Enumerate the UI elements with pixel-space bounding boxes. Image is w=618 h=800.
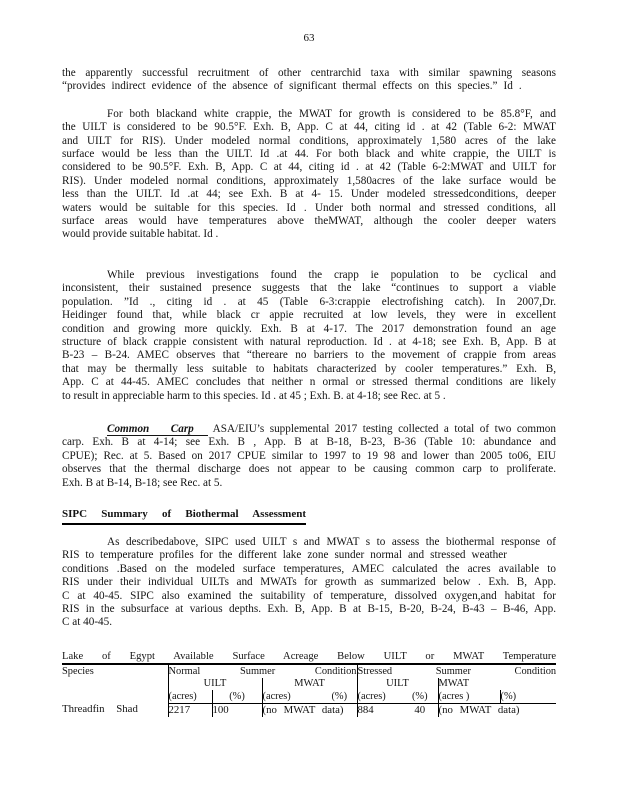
paragraph-common-carp bbox=[62, 423, 556, 490]
unit-header: (%) bbox=[322, 690, 357, 704]
species-column-header: Species bbox=[62, 664, 168, 704]
stressed-uilt-pct-cell: 40 bbox=[402, 703, 438, 717]
section-heading-wrap bbox=[62, 504, 556, 536]
text-line: that may be thermally less suitable to habitats characterized by cooler temperatures.” Exh. B, bbox=[62, 362, 556, 375]
text-line: less than the UILT. Id .at 44; see Exh. B at 4- 15. Under modeled stressedconditions, deeper bbox=[62, 188, 556, 201]
paragraph-crappie-population bbox=[62, 269, 556, 403]
normal-mwat-cell: (no MWAT data) bbox=[262, 703, 357, 717]
text-line: observes that the thermal discharge does not appear to be causing common carp to proliferate. bbox=[62, 463, 556, 476]
unit-header: (%) bbox=[500, 690, 556, 704]
text-line: to result in appreciable harm to this species. Id . at 45 ; Exh. B. at 4-18; see Rec. at 5 . bbox=[62, 389, 446, 402]
text-line: RIS under their individual UILTs and MWATs for growth as summarized below . Exh. B, App. bbox=[62, 576, 556, 589]
text-line: the UILT is considered to be 90.5°F. Exh. B, App. C at 44, citing id . at 42 (Table 6-2: MWAT bbox=[62, 121, 556, 134]
paragraph-crappie-mwat bbox=[62, 108, 556, 242]
text-line bbox=[62, 423, 556, 436]
text-line: RIS to temperature profiles for the different lake zone sunder normal and stressed weather bbox=[62, 549, 507, 562]
text-line: surface areas would have temperatures above theMWAT, although the cooler deeper waters bbox=[62, 215, 556, 228]
text-line: “provides indirect evidence of the absence of significant thermal effects on this species.” Id . bbox=[62, 80, 522, 93]
table-title: Lake of Egypt Available Surface Acreage Below UILT or MWAT Temperature bbox=[62, 650, 557, 662]
unit-header: (acres) bbox=[262, 690, 322, 704]
text-line: would provide suitable habitat. Id . bbox=[62, 228, 219, 241]
text-line: C at 40-45. SIPC also examined the suitability of temperature, dissolved oxygen,and habitat for bbox=[62, 589, 556, 602]
stressed-mwat-header: MWAT bbox=[438, 677, 470, 689]
text-line: RIS in the subsurface at various depths. Exh. B, App. B at B-15, B-20, B-24, B-43 – B-46, App. bbox=[62, 603, 556, 615]
stressed-uilt-acres-cell: 884 bbox=[357, 703, 374, 716]
unit-header: (%) bbox=[212, 690, 262, 704]
text-line: conditions .Based on the modeled surface temperatures, AMEC calculated the acres available to bbox=[62, 562, 556, 575]
text-line: population. ”Id ., citing id . at 45 (Table 6-3:crappie electrofishing catch). In 2007,Dr. bbox=[62, 295, 556, 308]
table-group-header-row bbox=[62, 664, 556, 678]
text-line: C at 40-45. bbox=[62, 616, 113, 629]
text-line: waters would be suitable for this species. Id . Under both normal and stressed conditions, all bbox=[62, 201, 556, 214]
table-row-threadfin-shad bbox=[62, 703, 556, 717]
stressed-uilt-header: UILT bbox=[357, 678, 438, 690]
stressed-condition-group-header: Stressed Summer Condition bbox=[357, 665, 557, 677]
section-heading: SIPC Summary of Biothermal Assessment bbox=[62, 508, 306, 525]
text-line: B-23 – B-24. AMEC observes that “thereare no barriers to the movement of crappie from areas bbox=[62, 349, 556, 362]
page-number: 63 bbox=[303, 32, 315, 44]
text-line: structure of black crappie consistent with natural reproduction. Id . at 4-18; see Exh. B, App. B at bbox=[62, 335, 556, 348]
text-line: Heidinger found that, while black cr appie recruited at low levels, they were in excellent bbox=[62, 309, 556, 322]
table-title-row bbox=[62, 650, 556, 664]
normal-uilt-header: UILT bbox=[168, 678, 262, 690]
text-line: the apparently successful recruitment of other centrarchid taxa with similar spawning seasons bbox=[62, 67, 556, 79]
text-line: surface would be less than the UILT. Id .at 44. For both black and white crappie, the UILT is bbox=[62, 148, 556, 161]
unit-header: (acres ) bbox=[438, 690, 500, 704]
text-line: As describedabove, SIPC used UILT s and MWAT s to assess the biothermal response of bbox=[107, 535, 556, 548]
stressed-mwat-cell: (no MWAT data) bbox=[438, 703, 520, 716]
unit-header: (%) bbox=[402, 690, 438, 704]
text-line: and UILT for RIS). Under modeled normal conditions, approximately 1,580 acres of the lake bbox=[62, 134, 556, 147]
unit-header: (acres) bbox=[357, 690, 402, 704]
lake-of-egypt-acreage-table bbox=[62, 650, 556, 717]
text-segment: ASA/EIU’s supplemental 2017 testing collected a total of two common bbox=[212, 422, 556, 435]
normal-mwat-header: MWAT bbox=[262, 678, 357, 690]
unit-header: (acres) bbox=[168, 690, 212, 704]
text-line: While previous investigations found the crapp ie population to be cyclical and bbox=[107, 268, 556, 281]
species-cell: Threadfin Shad bbox=[62, 703, 168, 717]
text-line: For both blackand white crappie, the MWAT for growth is considered to be 85.8°F, and bbox=[107, 107, 556, 120]
common-carp-run-in-heading: Common Carp bbox=[107, 423, 208, 436]
text-line: considered to be 90.5°F. Exh. B, App. C at 44, citing id . at 42 (Table 6-2:MWAT and UILT for bbox=[62, 161, 556, 174]
normal-uilt-pct-cell: 100 bbox=[212, 703, 262, 717]
paragraph-sipc-summary bbox=[62, 536, 556, 630]
text-line: carp. Exh. B at 4-14; see Exh. B , App. B at B-18, B-23, B-36 (Table 10: abundance and bbox=[62, 436, 556, 449]
normal-uilt-acres-cell: 2217 bbox=[168, 703, 212, 717]
text-line: inconsistent, their sustained presence suggests that the lake “continues to support a viable bbox=[62, 282, 556, 295]
text-line: Exh. B at B-14, B-18; see Rec. at 5. bbox=[62, 476, 223, 489]
normal-condition-group-header: Normal Summer Condition bbox=[168, 665, 357, 677]
text-line: App. C at 44-45. AMEC concludes that neither n ormal or stressed thermal conditions are likely bbox=[62, 376, 556, 389]
paragraph-recruitment bbox=[62, 67, 556, 94]
text-line: condition and growing more quickly. Exh. B at 4-17. The 2017 demonstration found an age bbox=[62, 322, 556, 335]
text-line: RIS). Under modeled normal conditions, approximately 1,580acres of the lake surface would be bbox=[62, 174, 556, 187]
text-line: CPUE); Rec. at 5. Based on 2017 CPUE similar to 1997 to 19 98 and lower than 2005 to06, EIU bbox=[62, 449, 556, 462]
